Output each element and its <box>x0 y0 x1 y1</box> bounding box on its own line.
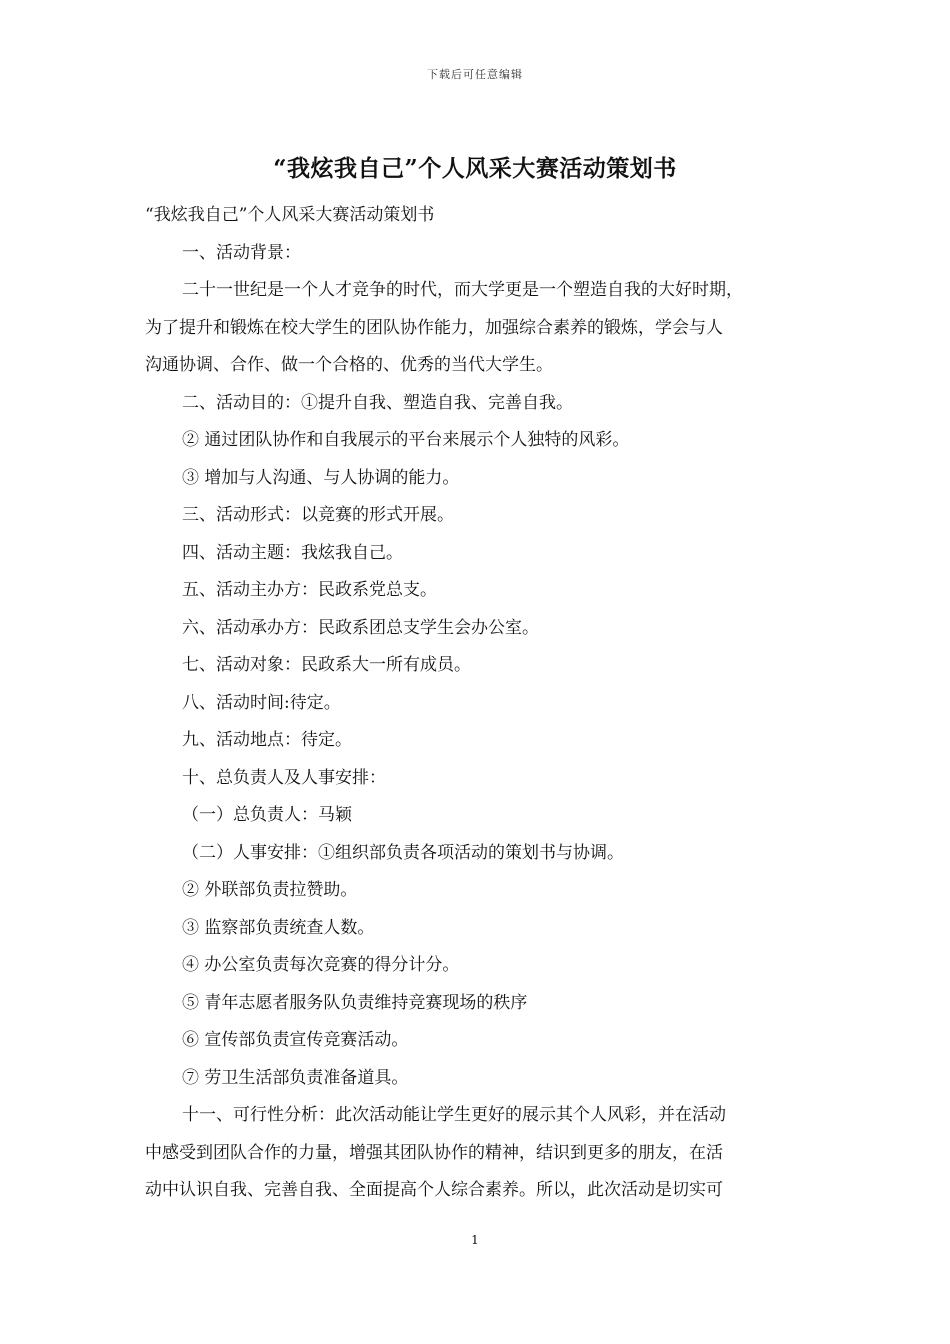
section-heading-audience: 七、活动对象：民政系大一所有成员。 <box>182 655 471 675</box>
list-item: ② 通过团队协作和自我展示的平台来展示个人独特的风彩。 <box>182 430 630 450</box>
list-item: （一）总负责人：马颖 <box>182 805 352 825</box>
paragraph-line: 沟通协调、合作、做一个合格的、优秀的当代大学生。 <box>145 355 553 375</box>
list-item: ③ 监察部负责统查人数。 <box>182 917 375 938</box>
section-heading-form: 三、活动形式：以竞赛的形式开展。 <box>182 505 454 525</box>
section-heading-feasibility: 十一、可行性分析：此次活动能让学生更好的展示其个人风彩，并在活动 <box>182 1105 726 1125</box>
section-heading-host: 五、活动主办方：民政系党总支。 <box>182 580 437 600</box>
list-item: ④ 办公室负责每次竞赛的得分计分。 <box>182 955 460 975</box>
section-heading-time: 八、活动时间:待定。 <box>182 692 341 713</box>
page-header-note: 下载后可任意编辑 <box>427 68 523 81</box>
paragraph-line: 动中认识自我、完善自我、全面提高个人综合素养。所以，此次活动是切实可 <box>145 1180 723 1200</box>
paragraph-line: 二十一世纪是一个人才竞争的时代，而大学更是一个塑造自我的大好时期， <box>182 280 743 300</box>
list-item: ③ 增加与人沟通、与人协调的能力。 <box>182 467 460 488</box>
page-number: 1 <box>471 1233 479 1247</box>
section-heading-background: 一、活动背景： <box>182 242 301 263</box>
list-item: ⑦ 劳卫生活部负责准备道具。 <box>182 1067 409 1088</box>
section-heading-theme: 四、活动主题：我炫我自己。 <box>182 542 403 563</box>
list-item: ⑥ 宣传部负责宣传竞赛活动。 <box>182 1030 409 1050</box>
section-heading-purpose: 二、活动目的：①提升自我、塑造自我、完善自我。 <box>182 392 573 413</box>
document-title: “我炫我自己”个人风采大赛活动策划书 <box>273 155 677 182</box>
paragraph-line: 为了提升和锻炼在校大学生的团队协作能力，加强综合素养的锻炼，学会与人 <box>145 317 723 338</box>
section-heading-organizer: 六、活动承办方：民政系团总支学生会办公室。 <box>182 617 539 638</box>
paragraph-line: 中感受到团队合作的力量，增强其团队协作的精神，结识到更多的朋友，在活 <box>145 1142 723 1163</box>
list-item: （二）人事安排：①组织部负责各项活动的策划书与协调。 <box>182 842 624 863</box>
list-item: ② 外联部负责拉赞助。 <box>182 880 358 900</box>
subtitle-line: “我炫我自己”个人风采大赛活动策划书 <box>145 205 435 225</box>
section-heading-location: 九、活动地点：待定。 <box>182 730 352 750</box>
document-body <box>145 197 825 1210</box>
section-heading-staff: 十、总负责人及人事安排： <box>182 767 386 788</box>
list-item: ⑤ 青年志愿者服务队负责维持竞赛现场的秩序 <box>182 992 528 1013</box>
